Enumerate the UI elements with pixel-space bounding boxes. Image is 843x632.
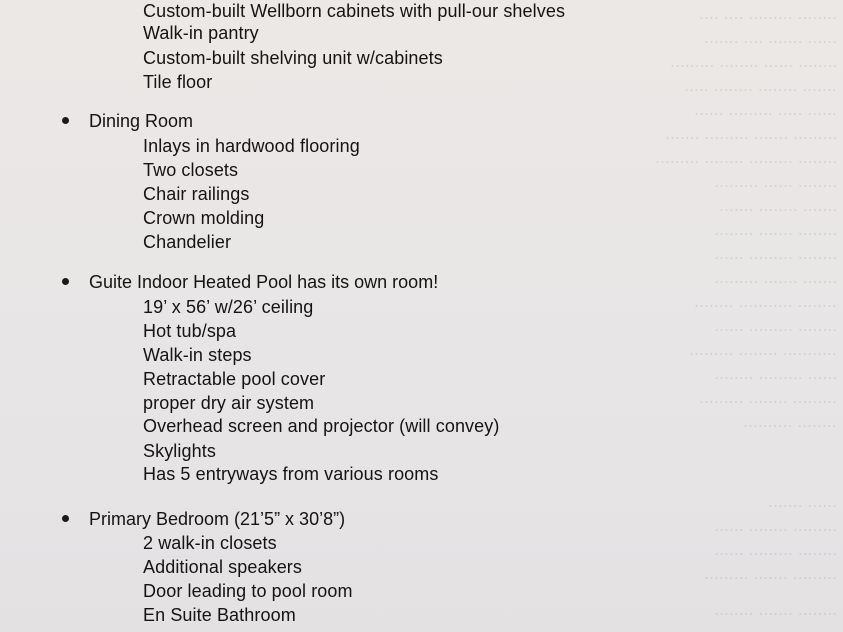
section-heading-text: Primary Bedroom (21’5” x 30’8”) — [89, 509, 346, 529]
bedroom-item: Additional speakers — [143, 557, 302, 577]
dining-room-item: Chair railings — [143, 184, 250, 204]
reverse-side-bleedthrough: ........ ......... .... .... ...... ....... .... ....... ........ ...... ........ ......... ....... ........ ........ ..... ...... ..... ......... ...... ......... ....... ......... ....... ........ ......... ........ ......... ........ ...... ......... ....... ........ ....... ........ ....... ........ ........ ......... ...... ....... ....... ......... ........ ........... ........ ........ ......... ...... ........... ........ ......... ...... ......... ........ ......... ........ ......... ........ .......... ...... ....... ......... ........ ...... ........ ......... ...... ......... ....... ......... ........ ....... ........ — [654, 4, 837, 619]
dining-room-item: Chandelier — [143, 232, 232, 252]
bullet-icon — [62, 117, 69, 124]
section-heading-primary-bedroom — [62, 508, 345, 530]
section-heading-indoor-pool — [62, 271, 438, 293]
dining-room-item: Crown molding — [143, 208, 265, 228]
kitchen-item: Walk-in pantry — [143, 23, 259, 43]
pool-item: Hot tub/spa — [143, 321, 237, 341]
bedroom-item: En Suite Bathroom — [143, 605, 296, 625]
section-heading-text: Guite Indoor Heated Pool has its own room! — [89, 272, 439, 292]
section-heading-text: Dining Room — [89, 111, 194, 131]
pool-item: Has 5 entryways from various rooms — [143, 464, 439, 484]
bedroom-item: 2 walk-in closets — [143, 533, 277, 553]
bullet-icon — [62, 515, 69, 522]
pool-item: Walk-in steps — [143, 345, 252, 365]
bullet-icon — [62, 278, 69, 285]
kitchen-item: Tile floor — [143, 72, 213, 92]
bedroom-item: Door leading to pool room — [143, 581, 353, 601]
pool-item: Skylights — [143, 441, 216, 461]
pool-item: proper dry air system — [143, 393, 315, 413]
kitchen-item: Custom-built Wellborn cabinets with pull-our shelves — [143, 1, 566, 21]
pool-item: 19’ x 56’ w/26’ ceiling — [143, 297, 314, 317]
dining-room-item: Inlays in hardwood flooring — [143, 136, 360, 156]
section-heading-dining-room — [62, 110, 193, 132]
kitchen-item: Custom-built shelving unit w/cabinets — [143, 48, 443, 68]
pool-item: Overhead screen and projector (will convey) — [143, 416, 500, 436]
dining-room-item: Two closets — [143, 160, 239, 180]
pool-item: Retractable pool cover — [143, 369, 326, 389]
